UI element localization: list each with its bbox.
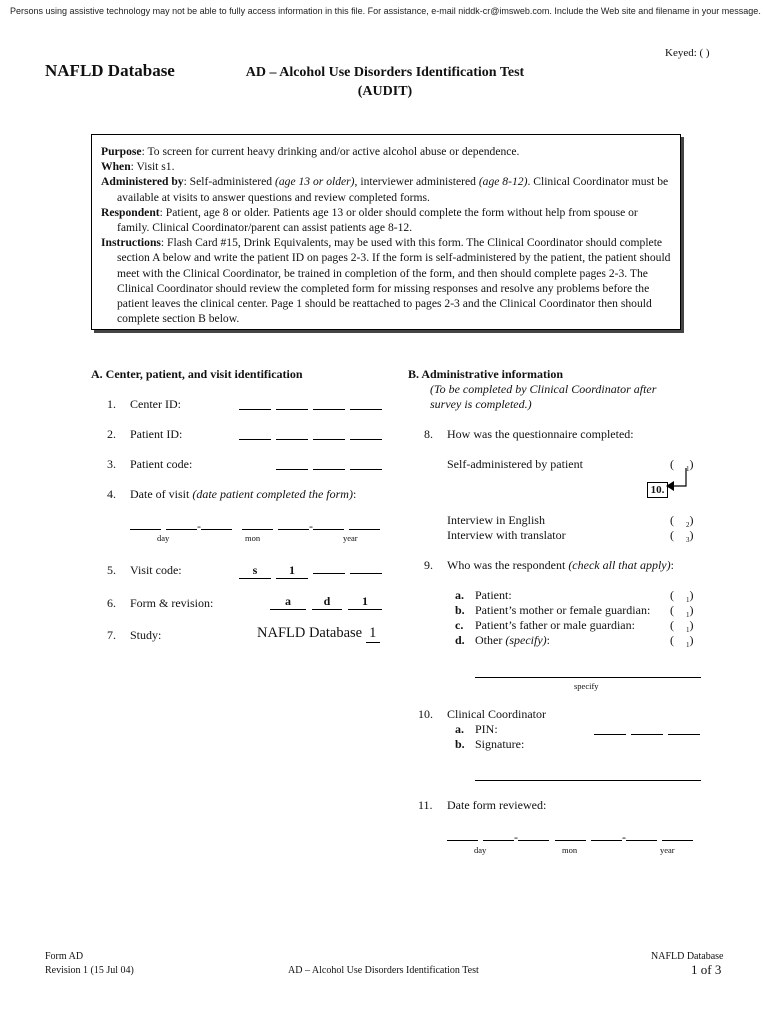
q9b-label: Patient’s mother or female guardian: — [475, 603, 651, 617]
q9c-code: 1 — [686, 626, 690, 634]
purpose-box — [91, 134, 681, 330]
date-dash-1: - — [197, 519, 201, 533]
item-6-num: 6. — [107, 596, 116, 610]
date-label-italic: (date patient completed the form) — [192, 487, 353, 501]
q9a-code: 1 — [686, 596, 690, 604]
q9-label-end: : — [670, 558, 674, 572]
q9d-label — [475, 633, 550, 648]
instructions-text: : Flash Card #15, Drink Equivalents, may be used with this form. The Clinical Coordinator should complete section A below and write the patient ID on pages 2-3. If the form is self-administered by the patient, the patient should meet with the Clinical Coordinator, be trained in completion of the form, and then should complete pages 2-3. The Clinical Coordinator should review the completed form for missing responses and resolve any problems before the patient leaves the clinical center. Page 1 should be reattached to pages 2-3 and the Clinical Coordinator then should complete section B below. — [117, 236, 671, 326]
footer-page: 1 of 3 — [691, 962, 722, 977]
q9c-checkbox[interactable]: ( $_1$) — [670, 618, 694, 634]
q9b-code: 1 — [686, 611, 690, 619]
q9d-label-text: Other — [475, 633, 506, 647]
item-1-num: 1. — [107, 397, 116, 411]
q8-option-english: Interview in English — [447, 513, 545, 527]
pin-input[interactable] — [594, 722, 700, 740]
when-label: When — [101, 160, 131, 174]
q9b-letter: b. — [455, 603, 465, 617]
q8-option-self-checkbox[interactable]: ( $_1$) — [670, 457, 694, 473]
q9d-code: 1 — [686, 641, 690, 649]
admin-text2: , interviewer administered — [354, 175, 479, 189]
q8-option-translator-checkbox[interactable]: ( $_3$) — [670, 528, 694, 544]
item-3-num: 3. — [107, 457, 116, 471]
date-year-label: year — [343, 533, 358, 543]
q10a-letter: a. — [455, 722, 464, 736]
item-2-num: 2. — [107, 427, 116, 441]
patient-id-label: Patient ID: — [130, 427, 183, 441]
accessibility-notice: Persons using assistive technology may not be able to fully access information in this file. For assistance, e-mail niddk-cr@imsweb.com. Include the Web site and filename in your message. — [10, 6, 761, 16]
date-day-label: day — [157, 533, 170, 543]
q8-code-3: 3 — [686, 536, 690, 544]
signature-input[interactable] — [475, 779, 701, 781]
patient-id-input[interactable] — [239, 427, 382, 445]
study-text: NAFLD Database — [257, 625, 363, 641]
q10b-letter: b. — [455, 737, 465, 751]
signature-label: Signature: — [475, 737, 525, 751]
q8-label: How was the questionnaire completed: — [447, 427, 634, 441]
form-revision-values — [270, 594, 382, 610]
visit-code-s: s — [239, 563, 271, 579]
q8-code-2: 2 — [686, 521, 690, 529]
specify-label: specify — [574, 681, 599, 691]
q8-option-english-checkbox[interactable]: ( $_2$) — [670, 513, 694, 529]
q9d-label-italic: (specify) — [505, 633, 547, 647]
q11-label: Date form reviewed: — [447, 798, 547, 812]
respondent-label: Respondent — [101, 205, 160, 219]
q8-option-translator: Interview with translator — [447, 528, 566, 542]
center-id-input[interactable] — [239, 397, 382, 415]
visit-code-label: Visit code: — [130, 563, 182, 577]
footer-center-title: AD – Alcohol Use Disorders Identification Test — [288, 965, 479, 976]
q10-num: 10. — [418, 707, 433, 721]
specify-input[interactable] — [475, 676, 701, 678]
q9a-checkbox[interactable]: ( $_1$) — [670, 588, 694, 604]
patient-code-input[interactable] — [276, 457, 382, 475]
q9d-label-end: : — [546, 633, 550, 647]
form-rev-d: d — [312, 594, 342, 610]
instructions-label: Instructions — [101, 236, 161, 250]
date-label-end: : — [352, 487, 357, 501]
review-dash-2: - — [622, 830, 626, 844]
q10-label: Clinical Coordinator — [447, 707, 546, 721]
purpose-label: Purpose — [101, 145, 142, 158]
visit-code-values — [239, 561, 382, 579]
admin-text: : Self-administered — [183, 175, 275, 189]
skip-to-10-box: 10. — [647, 482, 668, 498]
q9-label-text: Who was the respondent — [447, 558, 569, 572]
date-of-visit-label — [130, 487, 356, 502]
form-rev-1: 1 — [348, 594, 382, 610]
admin-label: Administered by — [101, 175, 184, 189]
pin-label: PIN: — [475, 722, 498, 736]
q8-option-self: Self-administered by patient — [447, 457, 583, 471]
keyed-field[interactable]: Keyed: ( ) — [665, 47, 710, 59]
date-dash-2: - — [309, 519, 313, 533]
date-of-visit-input[interactable] — [130, 517, 380, 534]
item-7-num: 7. — [107, 628, 116, 642]
footer-revision: Revision 1 (15 Jul 04) — [45, 965, 134, 976]
center-id-label: Center ID: — [130, 397, 181, 411]
q9-label — [447, 558, 674, 573]
section-a-title: A. Center, patient, and visit identification — [91, 367, 303, 381]
q9-label-italic: (check all that apply) — [568, 558, 671, 572]
review-day-label: day — [474, 845, 487, 855]
admin-age2: (age 8-12) — [478, 175, 528, 189]
database-title: NAFLD Database — [45, 61, 175, 80]
q9c-label: Patient’s father or male guardian: — [475, 618, 635, 632]
section-b-subtitle-2: survey is completed.) — [430, 397, 532, 411]
study-num: 1 — [366, 625, 380, 643]
q9d-checkbox[interactable]: ( $_1$) — [670, 633, 694, 649]
q9b-checkbox[interactable]: ( $_1$) — [670, 603, 694, 619]
item-4-num: 4. — [107, 487, 116, 501]
form-revision-label: Form & revision: — [130, 596, 214, 610]
study-label: Study: — [130, 628, 162, 642]
when-text: : Visit s1. — [130, 160, 175, 174]
form-title-line2: (AUDIT) — [357, 84, 413, 99]
q9a-label: Patient: — [475, 588, 512, 602]
date-reviewed-input[interactable] — [447, 828, 693, 845]
q11-num: 11. — [418, 798, 433, 812]
admin-age1: (age 13 or older) — [275, 175, 355, 189]
q8-code-1: 1 — [686, 465, 690, 473]
form-title — [220, 63, 550, 101]
purpose-text: : To screen for current heavy drinking and/or active alcohol abuse or dependence. — [141, 145, 520, 158]
item-5-num: 5. — [107, 563, 116, 577]
respondent-text: : Patient, age 8 or older. Patients age 13 or older should complete the form without help from spouse or family. Clinical Coordinator/parent can assist patients age 8-12. — [117, 205, 638, 235]
q9a-letter: a. — [455, 588, 464, 602]
review-mon-label: mon — [562, 845, 578, 855]
review-year-label: year — [660, 845, 675, 855]
q9-num: 9. — [424, 558, 433, 572]
patient-code-label: Patient code: — [130, 457, 193, 471]
admin-text3: . Clinical Coordinator must be available at visits to answer questions and review completed forms. — [117, 175, 669, 204]
section-b-title: B. Administrative information — [408, 367, 563, 381]
section-b-subtitle-1: (To be completed by Clinical Coordinator after — [430, 382, 657, 396]
footer-form: Form AD — [45, 951, 84, 962]
study-value — [257, 625, 380, 643]
form-title-line1: AD – Alcohol Use Disorders Identification Test — [245, 65, 525, 80]
date-label-text: Date of visit — [130, 487, 193, 501]
visit-code-1: 1 — [276, 563, 308, 579]
form-rev-a: a — [270, 594, 306, 610]
q8-num: 8. — [424, 427, 433, 441]
date-mon-label: mon — [245, 533, 261, 543]
q9d-letter: d. — [455, 633, 465, 647]
footer-db: NAFLD Database — [651, 951, 724, 962]
review-dash-1: - — [514, 830, 518, 844]
q9c-letter: c. — [455, 618, 464, 632]
